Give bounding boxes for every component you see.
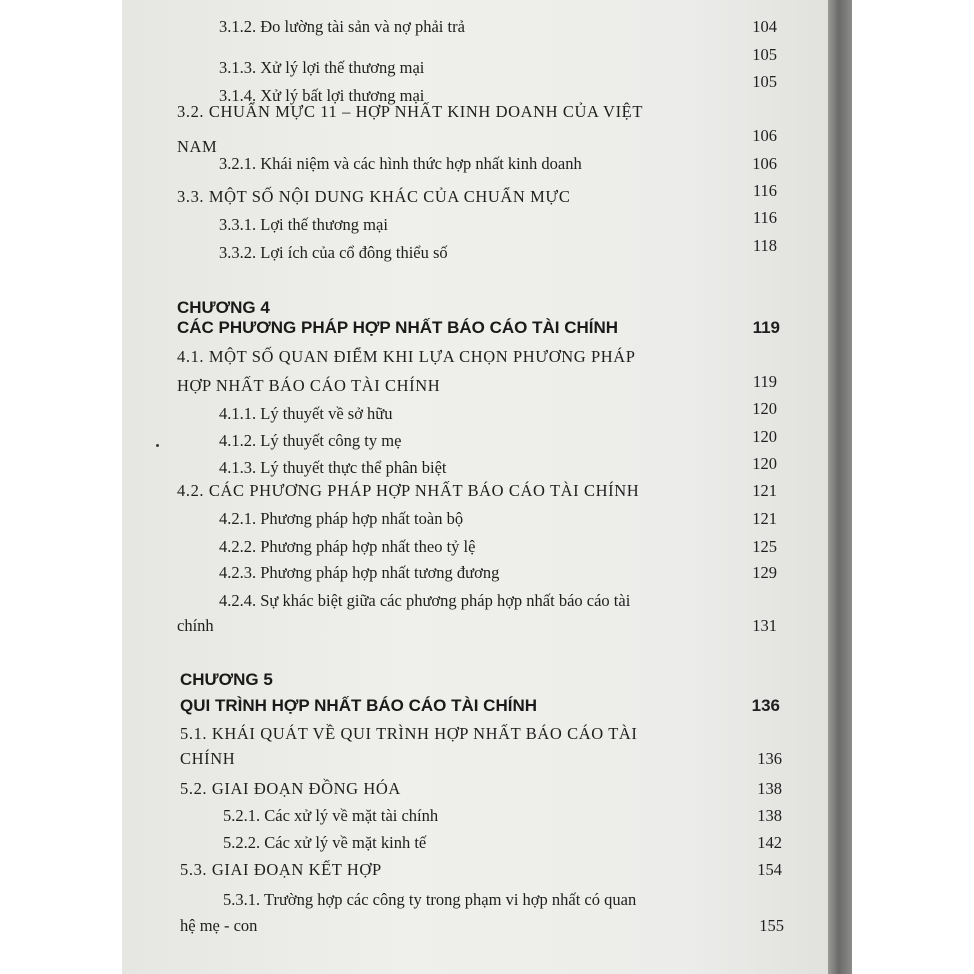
toc-entry-title: 5.2.1. Các xử lý về mặt tài chính — [223, 806, 439, 825]
toc-section-title: 4.2. CÁC PHƯƠNG PHÁP HỢP NHẤT BÁO CÁO TÀI CHÍNH — [177, 481, 640, 500]
toc-entry-page: 116 — [752, 208, 777, 227]
toc-entry-title: 3.2.1. Khái niệm và các hình thức hợp nhất kinh doanh — [219, 154, 582, 173]
chapter-page: 119 — [752, 318, 780, 337]
toc-entry — [0, 724, 974, 750]
toc-entry — [0, 102, 974, 128]
toc-chapter-entry — [0, 696, 974, 722]
toc-entry-page: 154 — [757, 860, 782, 879]
toc-entry-page: 136 — [757, 749, 782, 768]
toc-entry-page: 120 — [752, 399, 777, 418]
toc-entry-title: 4.2.2. Phương pháp hợp nhất theo tỷ lệ — [219, 537, 476, 556]
toc-entry-title: 4.1.3. Lý thuyết thực thể phân biệt — [219, 458, 447, 477]
toc-entry-page: 116 — [752, 181, 777, 200]
toc-entry — [0, 243, 974, 269]
chapter-number: CHƯƠNG 4 — [177, 298, 270, 317]
toc-entry-title: 4.2.3. Phương pháp hợp nhất tương đương — [219, 563, 500, 582]
toc-section-title: 5.3. GIAI ĐOẠN KẾT HỢP — [180, 860, 382, 879]
toc-entry-page: 131 — [752, 616, 777, 635]
toc-entry — [0, 860, 974, 886]
toc-entry-page: 121 — [752, 481, 777, 500]
toc-entry-page: 142 — [757, 833, 782, 852]
toc-entry-title: 4.2.1. Phương pháp hợp nhất toàn bộ — [219, 509, 464, 528]
toc-entry-title: 3.3.1. Lợi thế thương mại — [219, 215, 388, 234]
toc-entry-page: 105 — [752, 72, 777, 91]
toc-section-title: CHÍNH — [180, 749, 236, 768]
toc-entry-page: 138 — [757, 779, 782, 798]
toc-section-title: 3.3. MỘT SỐ NỘI DUNG KHÁC CỦA CHUẨN MỰC — [177, 187, 571, 206]
toc-entry — [0, 749, 974, 775]
toc-entry — [0, 481, 974, 507]
toc-entry-title: chính — [177, 616, 214, 635]
toc-section-title: 4.1. MỘT SỐ QUAN ĐIỂM KHI LỰA CHỌN PHƯƠNG PHÁP — [177, 347, 636, 366]
toc-entry — [0, 916, 974, 942]
toc-entry-title: 5.3.1. Trường hợp các công ty trong phạm vi hợp nhất có quan — [223, 890, 637, 909]
toc-entry — [0, 17, 974, 43]
toc-entry-title: 4.2.4. Sự khác biệt giữa các phương pháp hợp nhất báo cáo tài — [219, 591, 631, 610]
toc-entry-title: 4.1.1. Lý thuyết về sở hữu — [219, 404, 393, 423]
toc-entry — [0, 890, 974, 916]
toc-section-title: NAM — [177, 137, 218, 156]
toc-section-title: 5.1. KHÁI QUÁT VỀ QUI TRÌNH HỢP NHẤT BÁO CÁO TÀI — [180, 724, 638, 743]
toc-entry — [0, 509, 974, 535]
toc-entry-page: 118 — [752, 236, 777, 255]
chapter-number: CHƯƠNG 5 — [180, 670, 273, 689]
toc-entry-page: 106 — [752, 126, 777, 145]
toc-entry — [0, 833, 974, 859]
toc-chapter-label — [0, 670, 974, 696]
toc-entry-page: 129 — [752, 563, 777, 582]
toc-entry-title: 4.1.2. Lý thuyết công ty mẹ — [219, 431, 402, 450]
toc-entry-page: 106 — [752, 154, 777, 173]
toc-entry — [0, 154, 974, 180]
toc-entry — [0, 806, 974, 832]
toc-entry-title: 3.1.4. Xử lý bất lợi thương mại — [219, 86, 425, 105]
toc-entry-page: 138 — [757, 806, 782, 825]
toc-entry-page: 155 — [759, 916, 784, 935]
toc-entry-title: hệ mẹ - con — [180, 916, 258, 935]
toc-entry-page: 104 — [752, 17, 777, 36]
toc-section-title: HỢP NHẤT BÁO CÁO TÀI CHÍNH — [177, 376, 441, 395]
chapter-title: QUI TRÌNH HỢP NHẤT BÁO CÁO TÀI CHÍNH — [180, 696, 538, 715]
toc-entry — [0, 591, 974, 617]
toc-entry — [0, 537, 974, 563]
toc-entry — [0, 779, 974, 805]
toc-chapter-entry — [0, 318, 974, 344]
toc-entry-title: 5.2.2. Các xử lý về mặt kinh tế — [223, 833, 427, 852]
chapter-page: 136 — [751, 696, 780, 715]
toc-entry — [0, 616, 974, 642]
toc-section-title: 5.2. GIAI ĐOẠN ĐỒNG HÓA — [180, 779, 401, 798]
toc-entry-page: 121 — [752, 509, 777, 528]
toc-entry-title: 3.1.2. Đo lường tài sản và nợ phải trả — [219, 17, 465, 36]
toc-entry — [0, 563, 974, 589]
toc-entry-title: 3.1.3. Xử lý lợi thế thương mại — [219, 58, 425, 77]
toc-entry-page: 120 — [752, 454, 777, 473]
toc-section-title: 3.2. CHUẨN MỰC 11 – HỢP NHẤT KINH DOANH CỦA VIỆT — [177, 102, 644, 121]
chapter-title: CÁC PHƯƠNG PHÁP HỢP NHẤT BÁO CÁO TÀI CHÍNH — [177, 318, 619, 337]
toc-entry — [0, 347, 974, 373]
toc-entry-page: 125 — [752, 537, 777, 556]
toc-entry-page: 119 — [752, 372, 777, 391]
toc-entry-page: 105 — [752, 45, 777, 64]
toc-entry-page: 120 — [752, 427, 777, 446]
toc-entry-title: 3.3.2. Lợi ích của cổ đông thiểu số — [219, 243, 448, 262]
